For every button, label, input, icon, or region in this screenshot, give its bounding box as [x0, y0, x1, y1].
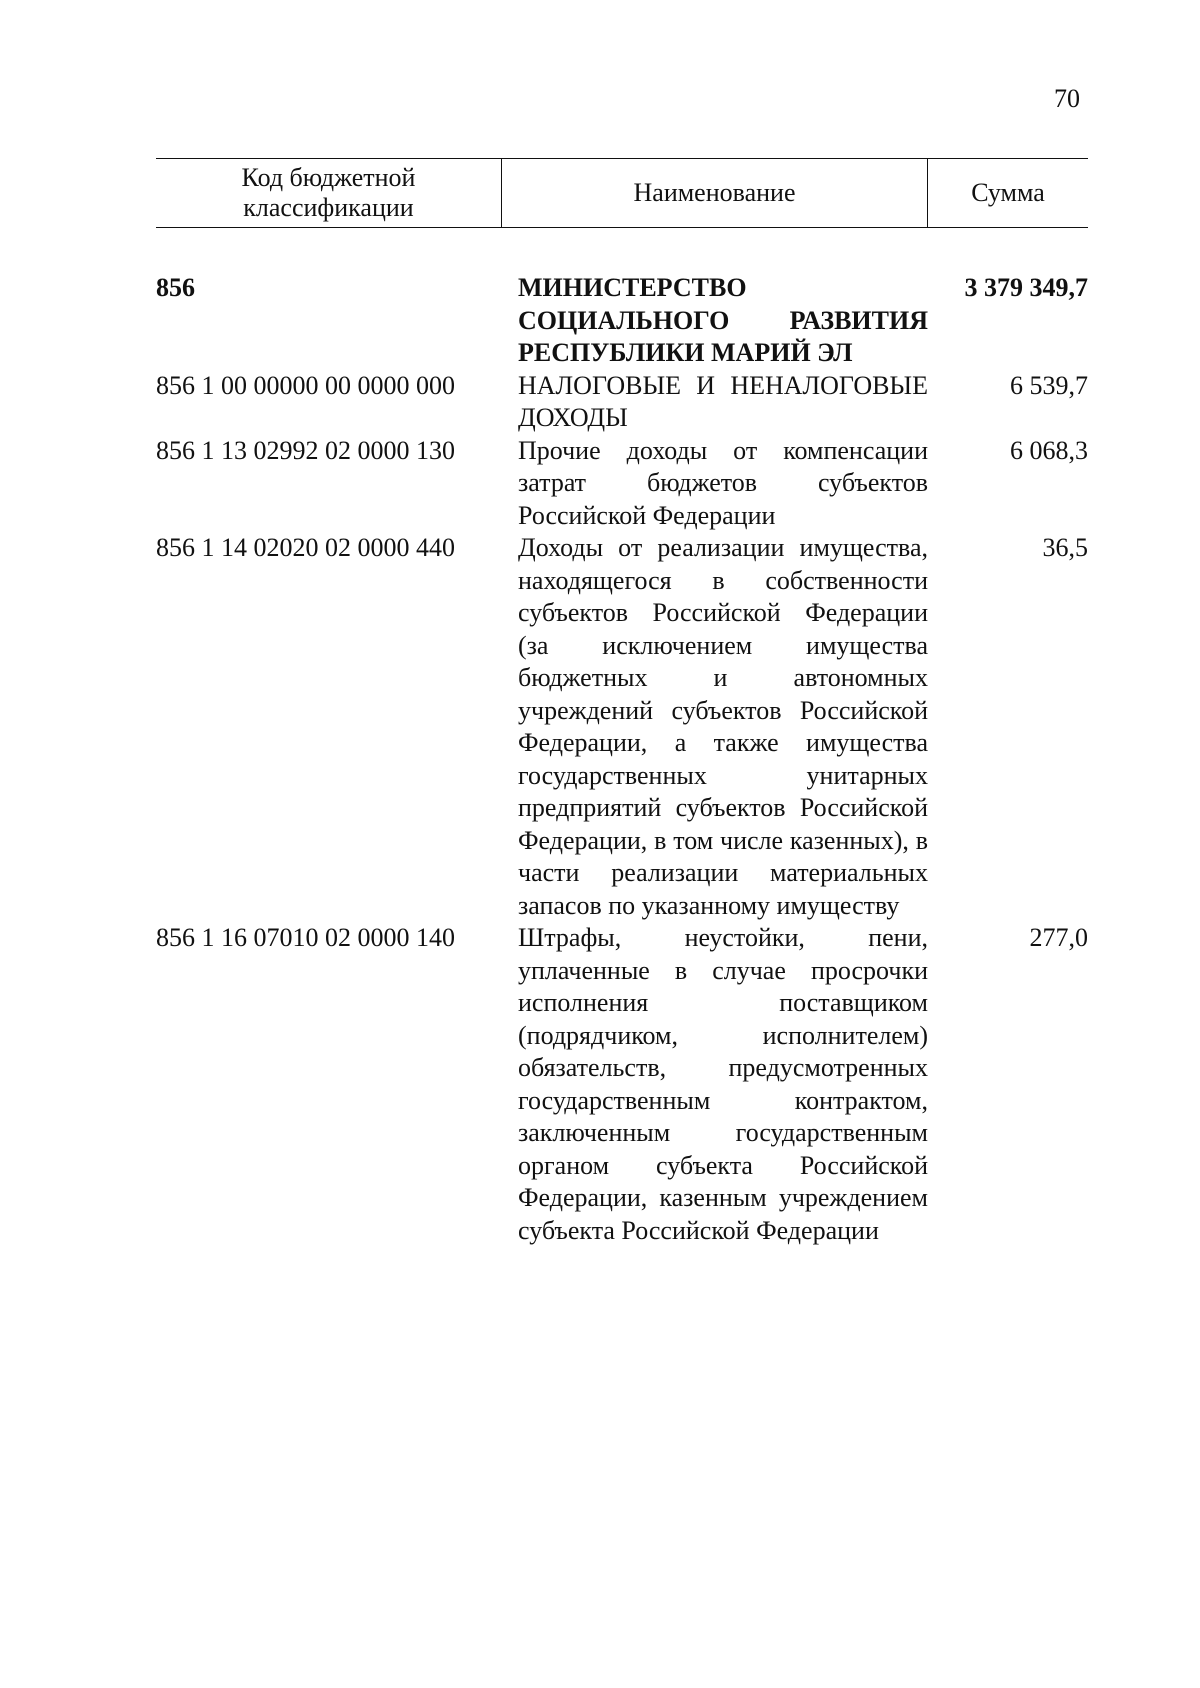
header-amount: Сумма: [971, 178, 1045, 207]
row-name: Прочие доходы от компенсации затрат бюджетов субъектов Российской Федерации: [518, 435, 928, 530]
row-name: Доходы от реализации имущества, находящегося в собственности субъектов Российской Федерации (за исключением имущества бюджетных и автономных учреждений субъектов Российской Федерации, а также имущества государственных унитарных предприятий субъектов Российской Федерации, в том числе казенных), в части реализации материальных запасов по указанному имуществу: [518, 533, 928, 920]
page-number: 70: [1054, 84, 1080, 113]
table-row: [156, 922, 1088, 1247]
table-body: [156, 272, 1088, 1247]
row-name: МИНИСТЕРСТВО СОЦИАЛЬНОГО РАЗВИТИЯ РЕСПУБЛИКИ МАРИЙ ЭЛ: [518, 273, 928, 367]
row-code: 856 1 16 07010 02 0000 140: [156, 923, 455, 952]
table-row: [156, 532, 1088, 922]
header-code: Код бюджетной классификации: [156, 159, 502, 227]
table-row: [156, 272, 1088, 370]
row-amount: 3 379 349,7: [964, 273, 1088, 302]
table-row: [156, 370, 1088, 435]
header-name: Наименование: [502, 159, 928, 227]
row-amount: 36,5: [1042, 533, 1088, 562]
row-code: 856 1 13 02992 02 0000 130: [156, 435, 455, 465]
row-name: НАЛОГОВЫЕ И НЕНАЛОГОВЫЕ ДОХОДЫ: [518, 370, 928, 432]
row-amount: 6 539,7: [1010, 370, 1088, 400]
table-header: [156, 158, 1088, 228]
row-code: 856 1 14 02020 02 0000 440: [156, 533, 455, 562]
row-name: Штрафы, неустойки, пени, уплаченные в случае просрочки исполнения поставщиком (подрядчиком, исполнителем) обязательств, предусмотренных государственным контрактом, заключенным государственным органом субъекта Российской Федерации, казенным учреждением субъекта Российской Федерации: [518, 923, 928, 1245]
row-code: 856: [156, 273, 195, 302]
row-code: 856 1 00 00000 00 0000 000: [156, 370, 455, 400]
row-amount: 277,0: [1029, 923, 1088, 952]
table-row: [156, 435, 1088, 533]
row-amount: 6 068,3: [1010, 435, 1088, 465]
